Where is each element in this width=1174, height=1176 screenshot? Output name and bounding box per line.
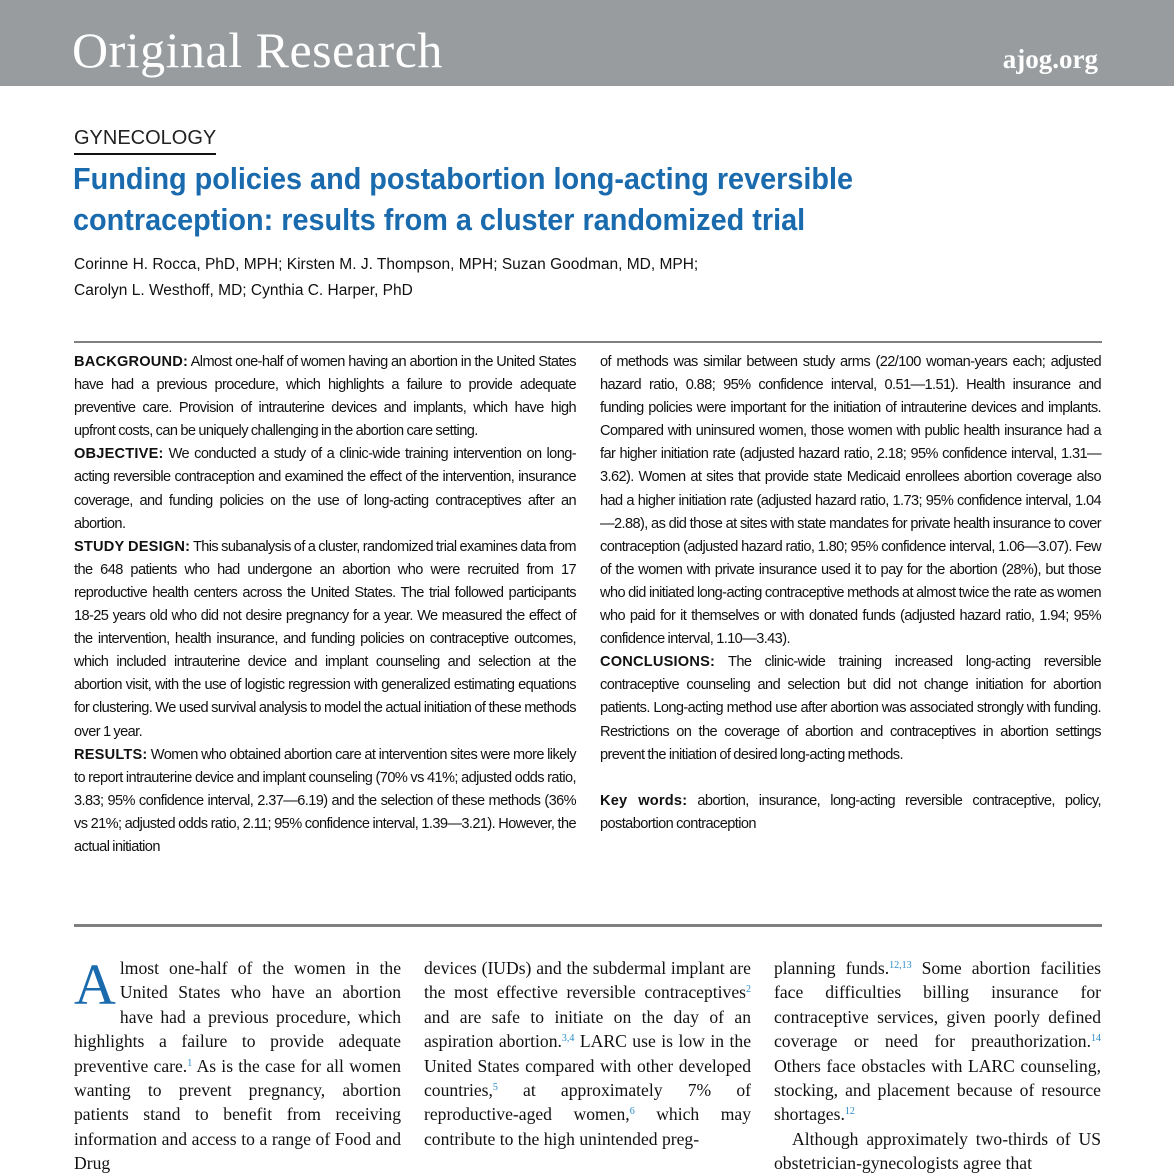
reference-link[interactable]: 12,13 (889, 960, 912, 971)
body-column-2 (424, 956, 751, 1151)
results-text-left: Women who obtained abortion care at intervention sites were more likely to report intrauterine device and implant counseling (70% vs 41%; adjusted odds ratio, 3.83; 95% confidence interval, 2.37—6.19) and the selection of these methods (36% vs 21%; adjusted odds ratio, 2.11; 95% confidence interval, 1.39—3.21). However, the actual initiation (74, 746, 576, 855)
conclusions-label: CONCLUSIONS: (600, 654, 716, 671)
abstract-left-column (74, 351, 576, 859)
abstract-objective (74, 443, 576, 535)
body-text: Although approximately two-thirds of US obstetrician-gynecologists agree that (774, 1128, 1101, 1174)
abstract-top-rule (74, 341, 1102, 343)
body-paragraph (774, 956, 1101, 1127)
body-column-1 (74, 952, 401, 1176)
keywords-text: abortion, insurance, long-acting reversible contraceptive, policy, postabortion contraception (600, 792, 1101, 832)
body-text: Some abortion facilities face difficulties billing insurance for contraceptive services, given poorly defined coverage or need for preauthorization. (774, 958, 1101, 1052)
banner-title: Original Research (72, 22, 443, 78)
objective-label: OBJECTIVE: (74, 446, 164, 463)
reference-link[interactable]: 14 (1091, 1033, 1101, 1045)
body-paragraph (774, 1127, 1101, 1176)
body-paragraph (74, 952, 401, 1176)
reference-link[interactable]: 5 (492, 1082, 498, 1094)
journal-site-link[interactable]: ajog.org (1002, 44, 1098, 74)
abstract-right-column (600, 351, 1101, 836)
author-list (74, 252, 1074, 304)
body-text: lmost one-half of the women in the United States who have an abortion have had a previous procedure, which highlights a failure to provide adequate preventive care. (74, 958, 401, 1076)
article-title: Funding policies and postabortion long-acting reversible contraception: results from a cluster randomized trial (73, 161, 854, 237)
background-label: BACKGROUND: (74, 354, 189, 370)
drop-cap: A (74, 952, 116, 1017)
reference-link[interactable]: 3,4 (561, 1033, 575, 1045)
abstract-study-design (74, 536, 576, 744)
abstract-results-continued (600, 351, 1101, 651)
abstract-background (74, 351, 576, 443)
body-text: at approximately 7% of reproductive-aged women, (424, 1080, 751, 1125)
reference-link[interactable]: 2 (746, 984, 751, 996)
abstract-conclusions (600, 651, 1101, 766)
reference-link[interactable]: 6 (629, 1106, 635, 1118)
results-label: RESULTS: (74, 746, 148, 763)
reference-link[interactable]: 1 (187, 1057, 193, 1069)
body-text: Others face obstacles with LARC counseling, stocking, and placement because of resource shortages. (774, 1055, 1101, 1125)
authors-line-2: Carolyn L. Westhoff, MD; Cynthia C. Harper, PhD (74, 282, 413, 299)
body-text: planning funds. (774, 958, 890, 978)
background-text: Almost one-half of women having an abortion in the United States have had a previous procedure, which highlights a failure to provide adequate preventive care. Provision of intrauterine devices and implants, which have high upfront costs, can be uniquely challenging in the abortion care setting. (74, 354, 576, 440)
objective-text: We conducted a study of a clinic-wide training intervention on long-acting reversible contraception and examined the effect of the intervention, insurance coverage, and funding policies on the use of long-acting contraceptives after an abortion. (74, 446, 576, 532)
abstract-keywords (600, 790, 1101, 836)
body-text: and are safe to initiate on the day of an aspiration abortion. (424, 1006, 751, 1052)
section-label: GYNECOLOGY (74, 126, 216, 155)
authors-line-1: Corinne H. Rocca, PhD, MPH; Kirsten M. J. Thompson, MPH; Suzan Goodman, MD, MPH; (74, 256, 699, 273)
body-text: As is the case for all women wanting to prevent pregnancy, abortion patients stand to benefit from receiving information and access to a range of Food and Drug (74, 1055, 401, 1174)
body-text: devices (IUDs) and the subdermal implant are the most effective reversible contraceptives (424, 958, 751, 1003)
body-paragraph (424, 956, 751, 1151)
keywords-label: Key words: (600, 792, 688, 809)
conclusions-text: The clinic-wide training increased long-acting reversible contraceptive counseling and selection but did not change initiation for abortion patients. Long-acting method use after abortion was associated strongly with funding. Restrictions on the coverage of abortion and contraceptives in abortion settings prevent the initiation of desired long-acting methods. (600, 654, 1101, 763)
abstract-bottom-rule (74, 924, 1102, 927)
body-column-3 (774, 956, 1101, 1176)
body-text: LARC use is low in the United States compared with other developed countries, (424, 1031, 751, 1101)
abstract-results (74, 744, 576, 859)
reference-link[interactable]: 12 (844, 1106, 855, 1118)
study-design-text: This subanalysis of a cluster, randomized trial examines data from the 648 patients who had undergone an abortion who were recruited from 17 reproductive health centers across the United States. The trial followed participants 18-25 years old who did not desire pregnancy for a year. We measured the effect of the intervention, health insurance, and funding policies on contraceptive outcomes, which included intrauterine device and implant counseling and selection at the abortion visit, with the use of logistic regression with generalized estimating equations for clustering. We used survival analysis to model the actual initiation of these methods over 1 year. (74, 538, 576, 740)
journal-banner (0, 0, 1174, 86)
body-text: which may contribute to the high unintended preg- (424, 1104, 751, 1149)
results-text-right: of methods was similar between study arms (22/100 woman-years each; adjusted hazard ratio, 0.88; 95% confidence interval, 0.51—1.51). Health insurance and funding policies were important for the initiation of intrauterine devices and implants. Compared with uninsured women, those women with public health insurance had a far higher initiation rate (adjusted hazard ratio, 2.18; 95% confidence interval, 1.31—3.62). Women at sites that provide state Medicaid enrollees abortion coverage also had a higher initiation rate (adjusted hazard ratio, 1.73; 95% confidence interval, 1.04—2.88), as did those at sites with state mandates for private health insurance to cover contraception (adjusted hazard ratio, 1.80; 95% confidence interval, 1.06—3.07). Few of the women with private insurance used it to pay for the abortion (28%), but those who did initiated long-acting contraceptive methods at almost twice the rate as women who paid for it themselves or with donated funds (adjusted hazard ratio, 1.94; 95% confidence interval, 1.10—3.43). (600, 354, 1101, 648)
study-design-label: STUDY DESIGN: (74, 538, 191, 555)
